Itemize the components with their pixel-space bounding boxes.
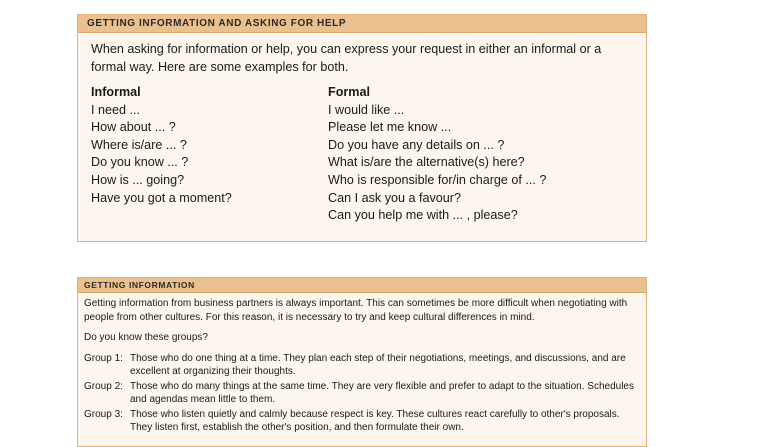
group-item <box>84 408 639 435</box>
informal-column <box>91 84 232 207</box>
formal-item: I would like ... <box>328 102 405 117</box>
informal-item: I need ... <box>91 102 141 117</box>
group-text: Those who do one thing at a time. They plan each step of their negotiations, meetings, and discussions, and are excellent at organizing their thoughts. <box>130 352 626 377</box>
intro-text: When asking for information or help, you can express your request in either an informal or a formal way. Here are some examples for both. <box>91 42 602 74</box>
informal-item: How is ... going? <box>91 172 185 187</box>
group-item <box>84 352 639 379</box>
paragraph: Getting information from business partners is always important. This can sometimes be more difficult when negotiating with people from other cultures. For this reason, it is necessary to try and keep cultural differences in mind. <box>84 298 628 323</box>
getting-information-box <box>77 277 647 447</box>
informal-item: Where is/are ... ? <box>91 137 187 152</box>
formal-heading: Formal <box>328 85 370 99</box>
formal-item: What is/are the alternative(s) here? <box>328 155 525 170</box>
group-text: Those who do many things at the same time. They are very flexible and prefer to adapt to the situation. Schedules and agendas mean little to them. <box>130 380 634 405</box>
formal-item: Please let me know ... <box>328 120 452 135</box>
formal-item: Do you have any details on ... ? <box>328 137 505 152</box>
informal-heading: Informal <box>91 85 141 99</box>
group-text: Those who listen quietly and calmly because respect is key. These cultures react carefully to other's proposals. They listen first, establish the other's position, and then formulate their own. <box>130 408 620 433</box>
group-label: Group 2: <box>84 380 123 392</box>
question-text: Do you know these groups? <box>84 332 208 343</box>
formal-item: Who is responsible for/in charge of ... ? <box>328 172 547 187</box>
group-list <box>84 352 639 435</box>
box-header: GETTING INFORMATION <box>78 278 646 293</box>
box-header: GETTING INFORMATION AND ASKING FOR HELP <box>78 15 646 33</box>
informal-item: Have you got a moment? <box>91 190 232 205</box>
formal-item: Can you help me with ... , please? <box>328 208 518 223</box>
group-item <box>84 380 639 407</box>
box-content <box>84 297 639 436</box>
formal-item: Can I ask you a favour? <box>328 190 462 205</box>
group-label: Group 1: <box>84 352 123 364</box>
informal-item: How about ... ? <box>91 120 176 135</box>
group-label: Group 3: <box>84 408 123 420</box>
getting-information-help-box <box>77 14 647 242</box>
formal-column <box>328 84 546 225</box>
informal-item: Do you know ... ? <box>91 155 189 170</box>
